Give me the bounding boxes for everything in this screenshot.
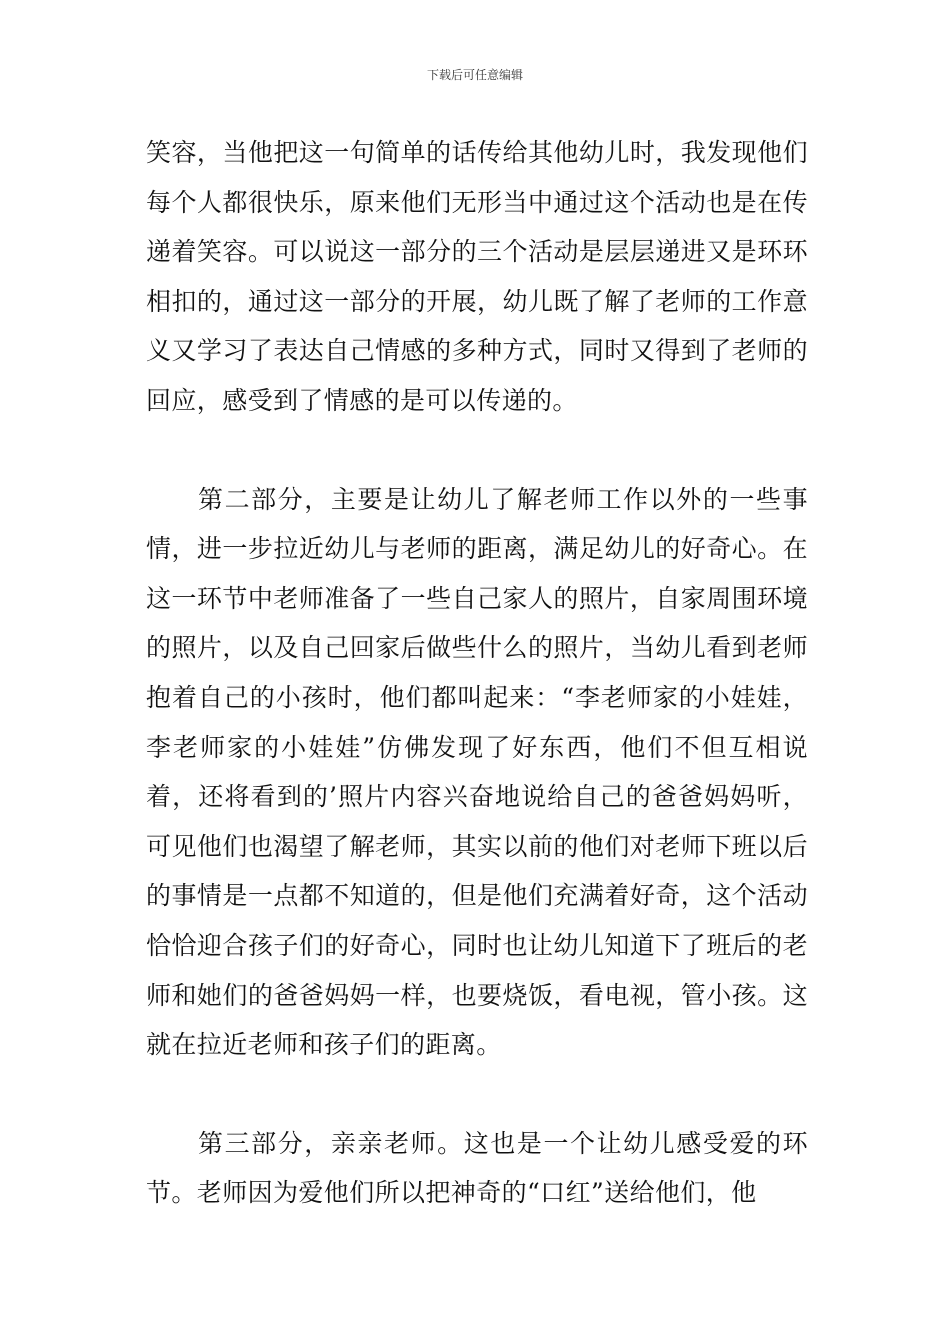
page-header: 下载后可任意编辑 bbox=[426, 68, 523, 82]
paragraph-1: 笑容，当他把这一句简单的话传给其他幼儿时，我发现他们每个人都很快乐，原来他们无形当中通过这个活动也是在传递着笑容。可以说这一部分的三个活动是层层递进又是环环相扣的，通过这一部分的开展，幼儿既了解了老师的工作意义又学习了表达自己情感的多种方式，同时又得到了老师的回应，感受到了情感的是可以传递的。 bbox=[146, 138, 808, 415]
document-body bbox=[146, 128, 808, 1218]
paragraph-gap bbox=[146, 426, 808, 475]
paragraph-2: 第二部分，主要是让幼儿了解老师工作以外的一些事情，进一步拉近幼儿与老师的距离，满足幼儿的好奇心。在这一环节中老师准备了一些自己家人的照片，自家周围环境的照片，以及自己回家后做些什么的照片，当幼儿看到老师抱着自己的小孩时，他们都叫起来：“李老师家的小娃娃，李老师家的小娃娃”仿佛发现了好东西，他们不但互相说着，还将看到的’照片内容兴奋地说给自己的爸爸妈妈听，可见他们也渴望了解老师，其实以前的他们对老师下班以后的事情是一点都不知道的，但是他们充满着好奇，这个活动恰恰迎合孩子们的好奇心，同时也让幼儿知道下了班后的老师和她们的爸爸妈妈一样，也要烧饭，看电视，管小孩。这就在拉近老师和孩子们的距离。 bbox=[146, 484, 808, 1060]
paragraph-3: 第三部分，亲亲老师。这也是一个让幼儿感受爱的环节。老师因为爱他们所以把神奇的“口红”送给他们，他 bbox=[146, 1128, 808, 1208]
paragraph-gap bbox=[146, 1070, 808, 1119]
